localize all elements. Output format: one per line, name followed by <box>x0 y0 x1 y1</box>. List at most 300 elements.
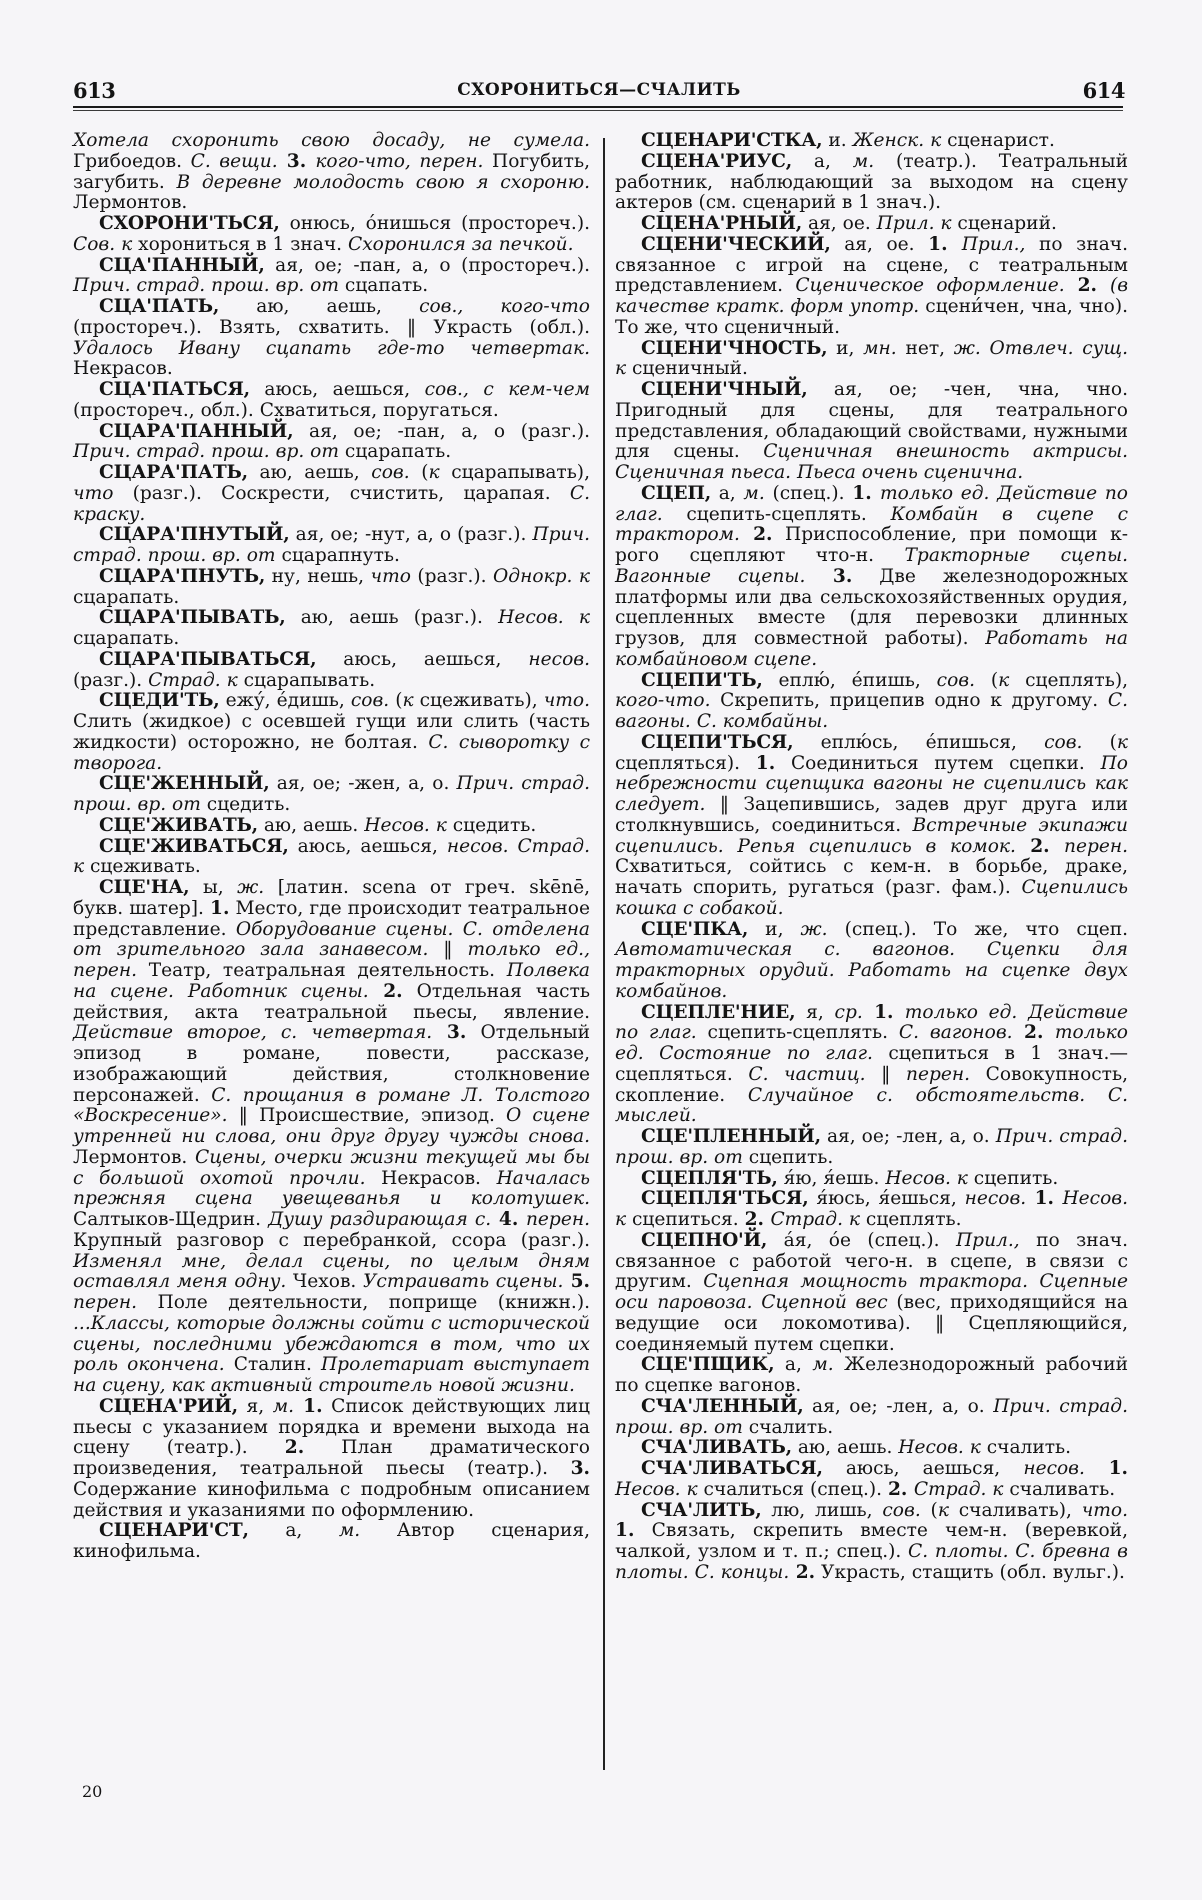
entry-headword: СЦА'ПАТЬ, <box>99 296 220 317</box>
entry-text: ая, ое; -лен, а, о. <box>820 1126 996 1147</box>
entry-text: Сцены, очерки жизни текущей мы бы с большой охотой прочли. <box>73 1146 590 1189</box>
left-page-number: 613 <box>73 78 116 103</box>
entry-text: Однокр. к <box>493 565 590 587</box>
dictionary-entry <box>615 152 1128 214</box>
entry-text: Прич. страд. прош. вр. от <box>73 441 339 463</box>
entry-text: я́ю, я́ешь. <box>777 1167 886 1189</box>
dictionary-entry <box>615 1397 1128 1439</box>
entry-text: нет, <box>896 337 954 359</box>
entry-headword: СЦЕНИ'ЧЕСКИЙ, <box>641 233 831 255</box>
entry-text: ая, ое; -чен, чна, чно. Пригодный для сцены, для театрального представления, обладающий свойствами, нужными для сцены. <box>615 379 1128 463</box>
entry-text: Изменял мне, делал сцены, по целым дням оставлял меня одну. <box>73 1250 590 1293</box>
entry-text: 1. <box>615 1520 635 1542</box>
entry-text: ы, <box>189 877 238 898</box>
entry-text: Крупный разговор с перебранкой, ссора (разг.). <box>73 1229 590 1251</box>
entry-text: Устраивать сцены. <box>362 1271 564 1293</box>
dictionary-entry <box>615 1189 1128 1231</box>
entry-text: аюсь, аешься, <box>822 1458 1024 1479</box>
entry-text: аюсь, аешься, <box>288 835 447 857</box>
entry-text: только ед. Действие по глаг. <box>615 1001 1129 1044</box>
entry-text: м. <box>743 482 765 504</box>
entry-text: (вес, приходящийся на ведущие оси локомотива). ‖ Сцепляющийся, соединяемый путем сцепки. <box>615 1292 1128 1355</box>
entry-text: Автор сценария, кинофильма. <box>73 1520 590 1562</box>
entry-text: что. <box>1081 1499 1128 1521</box>
entry-text: Автоматическая с. вагонов. Сцепки для тракторных орудий. Работать на сцепке двух комбайнов. <box>615 939 1128 1002</box>
entry-text: Схватиться, сойтись с кем-н. в борьбе, драке, начать спорить, ругаться (разг. фам.). <box>615 856 1128 898</box>
entry-headword: СЦЕ'ЖЕННЫЙ, <box>99 773 270 795</box>
entry-text: Отдельная часть действия, акта театральной пьесы, явление. <box>73 980 590 1023</box>
entry-text: Удалось Ивану сцапать где-то четвертак. <box>73 337 590 359</box>
entry-headword: СЦЕ'ПЩИК, <box>641 1354 775 1376</box>
entry-text: по знач. связанное с игрой на сцене, с театральным представлением. <box>615 233 1128 297</box>
entry-text: аю, аешь (разг.). <box>285 607 499 629</box>
entry-text: ая, ое. <box>830 233 929 255</box>
entry-text: ‖ Зацепившись, задев друг друга или столкнувшись, соединиться. <box>615 794 1128 836</box>
right-column <box>615 131 1128 1584</box>
entry-text: С. вагонов. <box>898 1022 1013 1044</box>
entry-headword: СЦЕНИ'ЧНЫЙ, <box>641 379 808 400</box>
entry-text: и. <box>822 130 853 151</box>
dictionary-entry <box>73 878 590 1397</box>
entry-text: аю, аешь. <box>791 1437 899 1459</box>
entry-text: Прич. страд. прош. вр. от <box>615 1126 1128 1168</box>
entry-text: перен. <box>73 1292 138 1313</box>
entry-text: План драматического произведения, театральной пьесы (театр.). <box>73 1437 591 1479</box>
entry-text: Несов. к <box>615 1478 698 1500</box>
entry-text: 3. <box>805 565 853 587</box>
entry-text: к <box>1116 731 1128 753</box>
entry-text: Прил., <box>955 1229 1020 1251</box>
dictionary-entry <box>73 837 590 879</box>
entry-text: Сценическое оформление. <box>795 275 1065 297</box>
entry-headword: СЦАРА'ПНУТЬ, <box>99 565 266 587</box>
dictionary-entry <box>615 1355 1128 1397</box>
entry-text: По небрежности сцепщика вагоны не сцепились как следует. <box>615 752 1128 815</box>
entry-text: сцеживать. <box>84 856 201 878</box>
entry-headword: СЦЕНА'РНЫЙ, <box>641 213 803 234</box>
entry-text: сценарист. <box>941 130 1055 151</box>
entry-headword: СЧА'ЛИТЬ, <box>641 1499 762 1521</box>
entry-text: только ед., перен. <box>73 939 590 981</box>
entry-text: Соединиться путем сцепки. <box>775 752 1101 774</box>
entry-text: сцарапывать), <box>439 462 590 483</box>
entry-text: Прич. страд. прош. вр. от <box>73 275 339 297</box>
entry-text: 3. <box>432 1022 467 1044</box>
entry-headword: СЦЕ'НА, <box>99 877 190 898</box>
entry-text: Некрасов. <box>73 358 173 380</box>
entry-text: ( <box>920 1499 938 1521</box>
entry-text: Действие второе, с. четвертая. <box>73 1022 433 1044</box>
dictionary-entry <box>73 1397 590 1522</box>
entry-text: Лермонтов. <box>73 192 188 214</box>
dictionary-entry <box>615 339 1128 381</box>
entry-text: 4. <box>491 1209 526 1230</box>
entry-text: ежу́, е́дишь, <box>219 690 351 712</box>
entry-text: Страд. к <box>770 1209 861 1230</box>
entry-text: ж. <box>800 918 828 940</box>
entry-text: сцени́чен, чна, чно). То же, что сценичный. <box>615 296 1128 338</box>
dictionary-entry <box>615 1231 1128 1356</box>
entry-text: 2. <box>1015 835 1064 857</box>
entry-text: а, <box>774 1354 813 1376</box>
entry-text: Случайное с. обстоятельств. С. мыслей. <box>615 1084 1128 1127</box>
entry-text: ...Классы, которые должны сойти с исторической сцены, последними убеждаются в том, что их роль окончена. <box>73 1312 590 1376</box>
entry-text: сцарапывать. <box>237 669 376 691</box>
entry-text: 1. <box>755 752 776 774</box>
entry-headword: СЦЕП, <box>641 482 711 504</box>
entry-text: я, <box>795 1001 835 1023</box>
entry-text: Несов. к <box>898 1437 981 1459</box>
entry-text: Поле деятельности, поприще (книжн.). <box>137 1292 590 1313</box>
dictionary-entry <box>615 1459 1128 1501</box>
entry-text: сов., кого-что <box>419 296 590 317</box>
entry-text: (разг.). Соскрести, счистить, царапая. <box>113 482 570 504</box>
dictionary-entry <box>615 1438 1128 1459</box>
entry-text: ну, нешь, <box>265 565 371 587</box>
entry-headword: СЦАРА'ПАТЬ, <box>99 462 248 483</box>
entry-text: перен. <box>525 1209 590 1230</box>
entry-headword: СЦЕНА'РИЙ, <box>99 1395 238 1417</box>
entry-text: 2. <box>789 1561 816 1583</box>
entry-text: Театр, театральная деятельность. <box>137 960 507 981</box>
entry-text: что <box>370 565 411 587</box>
entry-text: 1. <box>1026 1188 1063 1210</box>
entry-text: Скрепить, прицепив одно к другому. <box>710 690 1108 712</box>
entry-text: Железнодорожный рабочий по сцепке вагонов. <box>615 1354 1128 1396</box>
entry-text: ж. <box>237 877 265 898</box>
entry-text: кого-что. <box>615 690 711 712</box>
entry-text: Тракторные сцепы. Вагонные сцепы. <box>615 545 1128 587</box>
entry-text: сценарий. <box>951 213 1057 234</box>
entry-text: С. краску. <box>73 482 590 525</box>
entry-text: кого-что, перен. <box>315 150 484 172</box>
entry-headword: СЦЕПИ'ТЬ, <box>641 669 763 691</box>
entry-text: С. прощания в романе Л. Толстого «Воскресение». <box>73 1084 590 1127</box>
dictionary-entry <box>615 671 1128 733</box>
entry-text: 2. <box>744 1209 771 1230</box>
entry-text: Украсть, стащить (обл. вульг.). <box>815 1561 1125 1583</box>
entry-text: а, <box>248 1520 339 1542</box>
entry-text: 2. <box>1064 275 1110 297</box>
entry-text: перен. <box>1063 835 1129 857</box>
dictionary-entry <box>615 733 1128 920</box>
entry-text: Схоронился за печкой. <box>347 233 574 255</box>
entry-text: а́я, о́е (спец.). <box>767 1229 956 1251</box>
entry-text: еплю́сь, е́пишься, <box>793 731 1045 753</box>
entry-text: аю, аешь, <box>247 462 372 483</box>
entry-text: Салтыков-Щедрин. <box>73 1209 269 1230</box>
dictionary-entry <box>73 691 590 774</box>
entry-text: аю, аешь, <box>219 296 420 317</box>
entry-headword: СЦАРА'ПЫВАТЬ, <box>99 607 286 629</box>
dictionary-entry <box>615 1169 1128 1190</box>
entry-text: сцепляться). <box>615 752 756 774</box>
entry-text: Несов. к <box>615 1188 1129 1230</box>
entry-text: Прил. к <box>876 213 952 234</box>
entry-text: ая, ое; -пан, а, о (простореч.). <box>264 254 590 276</box>
entry-text: ая, ое. <box>802 213 877 234</box>
entry-headword: СЦА'ПАТЬСЯ, <box>99 379 250 400</box>
entry-text: что <box>73 482 114 504</box>
entry-text: счаливать. <box>1003 1478 1116 1500</box>
entry-text: сов. <box>350 690 390 712</box>
entry-text: несов. <box>1023 1458 1085 1479</box>
entry-text: Несов. к <box>498 607 590 629</box>
entry-headword: СЦЕПИ'ТЬСЯ, <box>641 731 794 753</box>
entry-text: 2. <box>284 1437 305 1459</box>
entry-headword: СЦЕПЛЯ'ТЬСЯ, <box>641 1188 809 1210</box>
entry-text: сцеживать), <box>413 690 544 712</box>
entry-text: 2. <box>887 1478 914 1500</box>
entry-headword: СЦЕНАРИ'СТКА, <box>641 130 823 151</box>
entry-text: Комбайн в сцепе с трактором. <box>615 503 1128 546</box>
entry-text: только ед. Состояние по глаг. <box>615 1022 1128 1064</box>
entry-text: Прич. страд. прош. вр. от <box>73 773 590 815</box>
entry-text: ( <box>975 669 999 691</box>
entry-text: 2. <box>739 524 773 546</box>
dictionary-entry <box>615 484 1128 671</box>
entry-text: Оборудование сцены. С. отделена от зрительного зала занавесом. <box>73 918 590 961</box>
entry-text: 1. <box>294 1395 323 1417</box>
entry-text: я́юсь, я́ешься, <box>808 1188 965 1210</box>
entry-text: к <box>998 669 1010 691</box>
dictionary-entry <box>615 1127 1128 1169</box>
entry-text: ‖ <box>865 1063 907 1085</box>
entry-text: 5. <box>563 1271 590 1293</box>
entry-text: Несов. к <box>364 814 447 836</box>
entry-text: а, <box>792 150 853 172</box>
entry-text: сов. <box>1044 731 1083 753</box>
entry-headword: СЧА'ЛЕННЫЙ, <box>641 1395 804 1417</box>
entry-text: Лермонтов. <box>73 1146 195 1168</box>
header-double-rule <box>73 106 1123 111</box>
entry-text: только ед. Действие по глаг. <box>615 482 1128 525</box>
entry-text: сов. <box>371 462 410 483</box>
dictionary-entry <box>73 256 590 298</box>
entry-text: Прил., <box>961 233 1026 255</box>
dictionary-entry <box>73 525 590 567</box>
entry-text: (в качестве кратк. форм употр. <box>615 275 1129 317</box>
entry-text: к <box>428 462 440 483</box>
entry-text: сцеплять. <box>860 1209 962 1230</box>
entry-text: С. вагоны. С. комбайны. <box>615 690 1128 732</box>
entry-text: Хотела схоронить свою досаду, не сумела. <box>73 130 590 151</box>
dictionary-entry <box>73 650 590 692</box>
entry-text: (простореч.). Взять, схватить. ‖ Украсть (обл.). <box>73 316 590 338</box>
dictionary-entry <box>615 131 1128 152</box>
dictionary-entry <box>73 380 590 422</box>
entry-text: ая, ое; -жен, а, о. <box>269 773 457 795</box>
entry-text: 2. <box>1012 1022 1055 1044</box>
dictionary-entry <box>73 422 590 464</box>
entry-text: 2. <box>368 980 403 1002</box>
dictionary-entry <box>73 774 590 816</box>
entry-headword: СЦЕПЛЕ'НИЕ, <box>641 1001 796 1023</box>
entry-text: сценичный. <box>626 358 748 380</box>
entry-text: [латин. scena от греч. skēnē, букв. шатер]. <box>73 877 590 919</box>
entry-text: Отдельный эпизод в романе, повести, рассказе, изображающий действия, столкновение персонажей. <box>73 1022 590 1106</box>
entry-text: Некрасов. <box>365 1167 497 1189</box>
entry-text: сцарапать. <box>339 441 452 463</box>
entry-text: О сцене утренней ни слова, они друг другу чужды снова. <box>73 1105 591 1147</box>
entry-text: ‖ Происшествие, эпизод. <box>227 1105 507 1127</box>
running-head: СХОРОНИТЬСЯ—СЧАЛИТЬ <box>457 80 741 100</box>
left-column <box>73 131 590 1563</box>
entry-text: сцедить. <box>200 794 291 815</box>
entry-text: (спец.). <box>764 482 853 504</box>
entry-text: ая, ое; -лен, а, о. <box>803 1395 994 1417</box>
page-header <box>73 72 1125 102</box>
dictionary-entry <box>73 608 590 650</box>
entry-text: несов. Страд. к <box>73 835 590 878</box>
entry-headword: СЦЕНИ'ЧНОСТЬ, <box>641 337 828 359</box>
entry-text: что. <box>543 690 590 712</box>
entry-text: ( <box>1082 731 1117 753</box>
entry-text: Прич. страд. прош. вр. от <box>615 1395 1128 1438</box>
entry-headword: СЦЕДИ'ТЬ, <box>99 690 220 712</box>
entry-text: Страд. к <box>913 1478 1004 1500</box>
entry-text: Совокупность, скопление. <box>615 1063 1128 1106</box>
entry-text: а, <box>710 482 744 504</box>
entry-text: Место, где происходит театральное представление. <box>73 897 590 940</box>
entry-text: сцеплять), <box>1009 669 1128 691</box>
entry-text: сов., с кем-чем <box>424 379 590 400</box>
entry-text: м. <box>852 150 875 172</box>
entry-headword: СЦЕПНО'Й, <box>641 1229 768 1251</box>
entry-text: сцарапать. <box>73 586 180 608</box>
entry-text: и, <box>827 337 864 359</box>
entry-text: аю, аешь. <box>257 814 365 836</box>
entry-text: хорониться в 1 знач. <box>132 233 348 255</box>
entry-text: 3. <box>570 1458 590 1479</box>
dictionary-entry <box>73 131 590 214</box>
entry-text: Сцепились кошка с собакой. <box>615 877 1128 919</box>
entry-text: Сцепная мощность трактора. Сцепные оси паровоза. Сцепной вес <box>615 1271 1128 1313</box>
entry-text: сцепить-сцеплять. <box>696 1022 899 1044</box>
entry-text: счаливать), <box>948 1499 1082 1521</box>
dictionary-entry <box>73 463 590 525</box>
column-divider <box>603 138 605 1770</box>
entry-headword: СЦАРА'ПНУТЫЙ, <box>99 524 290 546</box>
entry-headword: СЦЕНА'РИУС, <box>641 150 793 172</box>
entry-text: (спец.). То же, что сцеп. <box>827 918 1128 940</box>
entry-text: сцепить-сцеплять. <box>662 503 891 525</box>
entry-text: несов. <box>528 648 590 670</box>
entry-text: (театр.). Театральный работник, наблюдающий за выходом на сцену актеров (см. сценарий в 1 знач.). <box>615 150 1128 214</box>
entry-text: счалить. <box>980 1437 1072 1459</box>
entry-headword: СЦЕ'ПЛЕННЫЙ, <box>641 1126 821 1147</box>
dictionary-entry <box>615 920 1128 1003</box>
entry-text: сцедить. <box>446 814 537 836</box>
entry-text: Список действующих лиц пьесы с указанием порядка и времени выхода на сцену (театр.). <box>73 1395 590 1459</box>
entry-text: мн. <box>863 337 897 359</box>
entry-text: С. плоты. С. бревна в плоты. С. концы. <box>615 1541 1129 1583</box>
entry-text: Сов. к <box>73 233 133 255</box>
entry-text: 1. <box>852 482 880 504</box>
entry-text: 1. <box>862 1001 905 1023</box>
entry-text: несов. <box>964 1188 1027 1210</box>
entry-headword: СЦЕ'ЖИВАТЬСЯ, <box>99 835 289 857</box>
entry-text: м. <box>338 1520 361 1542</box>
dictionary-entry <box>73 1521 590 1563</box>
entry-text: Встречные экипажи сцепились. Репья сцепились в комок. <box>615 814 1129 857</box>
entry-text: сцапать. <box>339 275 429 297</box>
entry-text: Началась прежняя сцена увещеванья и колотушек. <box>73 1167 590 1210</box>
entry-text: (разг.). <box>73 669 149 691</box>
entry-text: сцепить. <box>967 1167 1059 1189</box>
entry-text: Сталин. <box>224 1354 321 1376</box>
entry-headword: СЦЕ'ПКА, <box>641 918 749 940</box>
entry-text: Связать, скрепить вместе чем-н. (веревкой, чалкой, узлом и т. п.; спец.). <box>615 1520 1128 1562</box>
entry-headword: СЧА'ЛИВАТЬ, <box>641 1437 792 1459</box>
entry-text: к <box>402 690 414 712</box>
entry-text: м. <box>272 1395 295 1417</box>
entry-text: сцарапнуть. <box>275 545 400 566</box>
entry-headword: СЦЕ'ЖИВАТЬ, <box>99 814 258 836</box>
entry-headword: СЦЕНАРИ'СТ, <box>99 1520 249 1542</box>
dictionary-entry <box>73 567 590 609</box>
entry-headword: СХОРОНИ'ТЬСЯ, <box>99 213 280 234</box>
entry-text: к <box>937 1499 949 1521</box>
entry-text: Две железнодорожных платформы или два сельскохозяйственных орудия, сцепленных вместе (для перевозки длинных грузов, для совместной работы). <box>615 565 1128 649</box>
entry-text: Грибоедов. <box>73 150 191 172</box>
entry-headword: СЧА'ЛИВАТЬСЯ, <box>641 1458 823 1479</box>
entry-text: Чехов. <box>286 1271 363 1293</box>
dictionary-entry <box>73 214 590 256</box>
entry-text: (простореч., обл.). Схватиться, поругаться. <box>73 399 499 421</box>
entry-text: перен. <box>906 1063 971 1085</box>
entry-text: ср. <box>834 1001 863 1023</box>
dictionary-entry <box>615 214 1128 235</box>
entry-text: Работать на комбайновом сцепе. <box>615 628 1129 670</box>
entry-text: Приспособление, при помощи к-рого сцепляют что-н. <box>615 524 1128 566</box>
entry-text: счалиться (спец.). <box>697 1478 888 1500</box>
entry-text: сцарапать. <box>73 628 180 649</box>
entry-text: ж. Отвлеч. сущ. к <box>615 337 1129 380</box>
entry-text: м. <box>812 1354 834 1376</box>
entry-headword: СЦЕПЛЯ'ТЬ, <box>641 1167 778 1189</box>
entry-text: и, <box>748 918 801 940</box>
entry-text: 1. <box>928 233 962 255</box>
entry-text: аюсь, аешься, <box>316 648 529 670</box>
entry-text: сцепить. <box>742 1146 834 1168</box>
entry-text: счалить. <box>742 1416 834 1438</box>
entry-text: Слить (жидкое) с осевшей гущи или слить (часть жидкости) осторожно, не болтая. <box>73 711 590 753</box>
entry-text: по знач. связанное с работой чего-н. в сцепе, в связи с другим. <box>615 1229 1128 1293</box>
entry-text: Полвека на сцене. Работник сцены. <box>73 960 590 1002</box>
entry-text: сцепиться в 1 знач.—сцепляться. <box>615 1043 1128 1085</box>
entry-text: еплю́, е́пишь, <box>762 669 937 691</box>
entry-text: 1. <box>1084 1458 1128 1479</box>
entry-text: В деревне молодость свою я схороню. <box>176 171 590 193</box>
signature-number: 20 <box>82 1782 103 1801</box>
entry-text: Душу раздирающая с. <box>268 1209 492 1230</box>
entry-text: ‖ <box>428 939 468 961</box>
entry-text: ая, ое; -нут, а, о (разг.). <box>289 524 533 546</box>
dictionary-entry <box>615 235 1128 339</box>
entry-text: С. вещи. <box>190 150 278 172</box>
entry-text: онюсь, óнишься (простореч.). <box>279 213 590 234</box>
entry-text: С. сыворотку с творога. <box>73 731 590 774</box>
entry-text: 1. <box>210 897 230 919</box>
right-page-number: 614 <box>1082 78 1125 103</box>
entry-text: Пролетариат выступает на сцену, как активный строитель новой жизни. <box>73 1354 590 1396</box>
entry-headword: СЦАРА'ПЫВАТЬСЯ, <box>99 648 317 670</box>
dictionary-entry <box>615 1003 1128 1128</box>
entry-text: (разг.). <box>410 565 494 587</box>
entry-text: сов. <box>882 1499 921 1521</box>
dictionary-entry <box>615 380 1128 484</box>
